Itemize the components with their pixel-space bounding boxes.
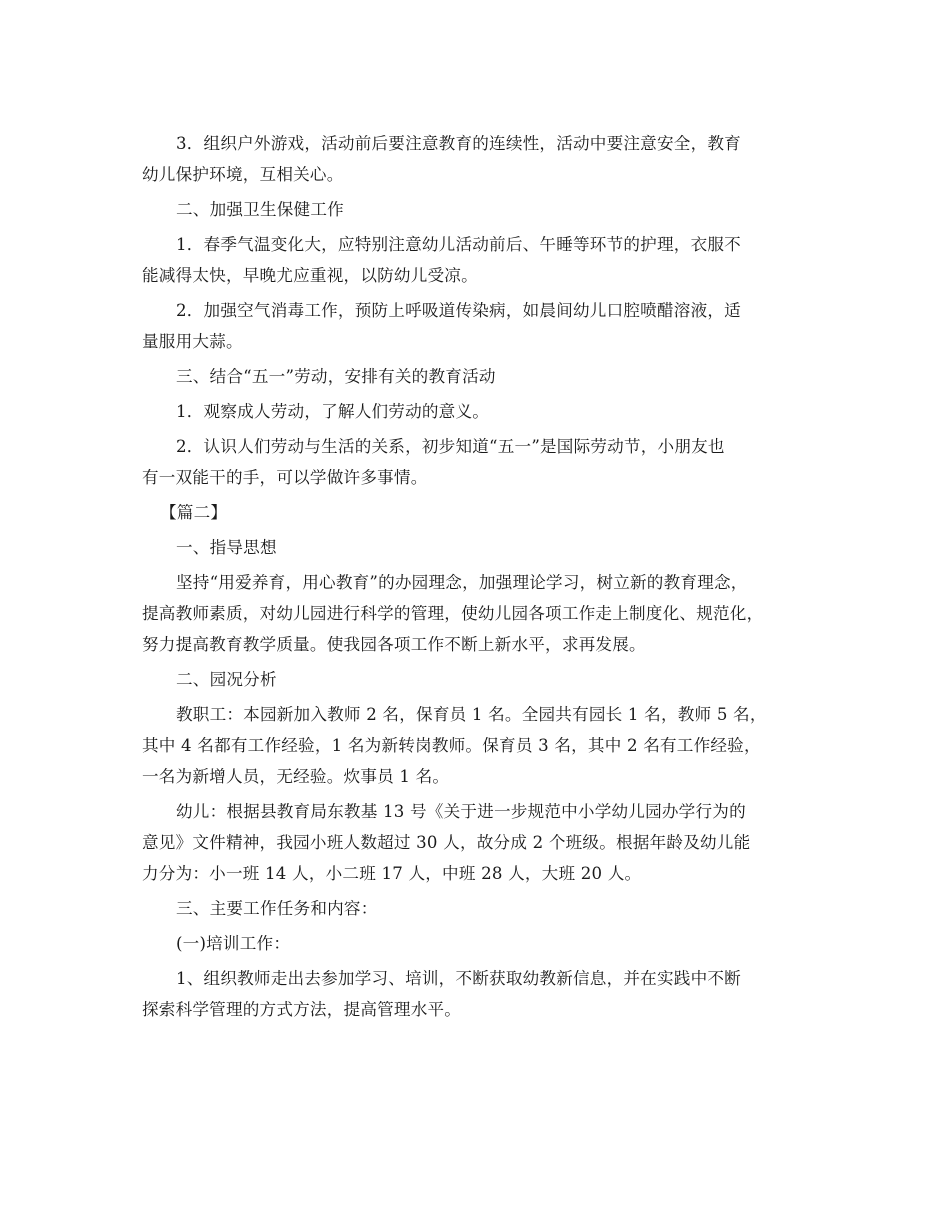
paragraph-line: 能减得太快，早晚尤应重视，以防幼儿受凉。 <box>142 266 478 285</box>
paragraph-line: 2．认识人们劳动与生活的关系，初步知道“五一”是国际劳动节，小朋友也 <box>176 437 725 456</box>
paragraph-line: 1、组织教师走出去参加学习、培训，不断获取幼教新信息，并在实践中不断 <box>176 969 741 988</box>
paragraph-line: 3．组织户外游戏，活动前后要注意教育的连续性，活动中要注意安全，教育 <box>176 134 741 153</box>
paragraph-line: 1．春季气温变化大，应特别注意幼儿活动前后、午睡等环节的护理，衣服不 <box>176 235 741 254</box>
paragraph-line: 坚持“用爱养育，用心教育”的办园理念，加强理论学习，树立新的教育理念， <box>176 573 748 592</box>
document-body <box>142 128 810 1025</box>
paragraph-line: 其中 4 名都有工作经验，1 名为新转岗教师。保育员 3 名，其中 2 名有工作经验， <box>142 736 761 755</box>
subsection-heading: (一)培训工作： <box>176 934 291 953</box>
part-heading: 【篇二】 <box>160 503 228 522</box>
paragraph-line: 一名为新增人员，无经验。炊事员 1 名。 <box>142 767 450 786</box>
paragraph-line: 幼儿保护环境，互相关心。 <box>142 165 344 184</box>
paragraph-line: 努力提高教育教学质量。使我园各项工作不断上新水平，求再发展。 <box>142 635 646 654</box>
section-heading: 三、结合“五一”劳动，安排有关的教育活动 <box>176 367 496 386</box>
paragraph-line: 意见》文件精神，我园小班人数超过 30 人，故分成 2 个班级。根据年龄及幼儿能 <box>142 833 751 852</box>
paragraph-line: 量服用大蒜。 <box>142 332 243 351</box>
section-heading: 三、主要工作任务和内容： <box>176 899 378 918</box>
section-heading: 一、指导思想 <box>176 538 277 557</box>
paragraph-line: 教职工：本园新加入教师 2 名，保育员 1 名。全园共有园长 1 名，教师 5 名， <box>176 705 767 724</box>
section-heading: 二、加强卫生保健工作 <box>176 200 344 219</box>
paragraph-line: 幼儿：根据县教育局东教基 13 号《关于进一步规范中小学幼儿园办学行为的 <box>176 802 746 821</box>
paragraph-line: 提高教师素质，对幼儿园进行科学的管理，使幼儿园各项工作走上制度化、规范化， <box>142 604 764 623</box>
section-heading: 二、园况分析 <box>176 670 277 689</box>
paragraph-line: 探索科学管理的方式方法，提高管理水平。 <box>142 1000 462 1019</box>
paragraph-line: 有一双能干的手，可以学做许多事情。 <box>142 468 428 487</box>
paragraph-line: 1．观察成人劳动，了解人们劳动的意义。 <box>176 402 490 421</box>
paragraph-line: 力分为：小一班 14 人，小二班 17 人，中班 28 人，大班 20 人。 <box>142 864 642 883</box>
paragraph-line: 2．加强空气消毒工作，预防上呼吸道传染病，如晨间幼儿口腔喷醋溶液，适 <box>176 301 741 320</box>
